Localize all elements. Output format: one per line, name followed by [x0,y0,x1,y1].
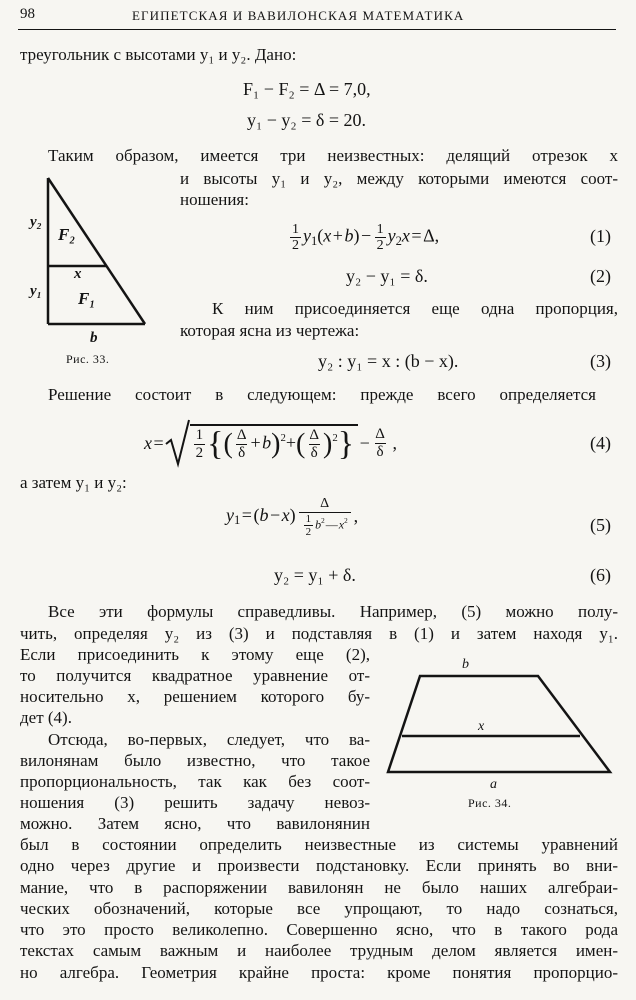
header-rule [18,29,616,30]
text-line: пропорциональность, так как без соот- [20,772,370,791]
equation-6: y₂ = y₁ + δ. [274,565,356,585]
text-line: вилонянам было известно, что такое [20,751,370,770]
figure-33-label-F1: F₁ [78,289,96,308]
figure-33-label-y2: y₂ [30,214,42,230]
figure-33-hypotenuse [48,178,145,324]
equation-number: (4) [590,433,611,453]
figure-34-label-b: b [462,657,469,672]
text-line: треугольник с высотами y₁ и y₂. Дано: [20,45,297,64]
figure-33-label-b: b [90,330,98,346]
page-number: 98 [20,6,35,22]
given-equation-1: F₁ − F₂ = Δ = 7,0, [243,79,371,99]
text-line: текстах самым важным и наиболее трудным делом является имен- [20,941,618,960]
text-line: Все эти формулы справедливы. Например, (5) можно полу- [48,602,618,621]
equation-number: (3) [590,351,611,371]
text-line: что это просто великолепно. Совершенно ясно, что в такого рода [20,920,618,939]
figure-34-label-x: x [478,719,485,734]
text-line: одно через другие и произвести подстановку. Если принять во вни- [20,856,618,875]
equation-number: (2) [590,266,611,286]
equation-2: y₂ − y₁ = δ. [346,266,428,286]
figure-34-label-a: a [490,777,497,792]
text-line: Таким образом, имеется три неизвестных: делящий отрезок x [48,146,618,165]
text-line: чить, определяя y₂ из (3) и подставляя в (1) и затем находя y₁. [20,624,618,643]
text-line: ческих обозначений, которые все упрощают, то надо сознаться, [20,899,618,918]
text-line: то получится квадратное уравнение от- [20,666,370,685]
figure-34-diagram [386,650,618,810]
running-title: ЕГИПЕТСКАЯ И ВАВИЛОНСКАЯ МАТЕМАТИКА [132,8,465,23]
equation-number: (1) [590,226,611,246]
text-line: и высоты y₁ и y₂, между которыми имеются соот- [180,169,618,188]
text-line: можно. Затем ясно, что вавилонянин [20,814,370,833]
figure-33-caption: Рис. 33. [66,352,110,366]
text-line: но алгебра. Геометрия крайне проста: кроме понятия пропорцио- [20,963,618,982]
text-line: которая ясна из чертежа: [180,321,360,340]
figure-33-diagram [20,172,160,346]
text-line: Отсюда, во-первых, следует, что ва- [48,730,370,749]
text-line: Решение состоит в следующем: прежде всего определяется [48,385,596,404]
equation-5: $y_1$ = (b − x) Δ $\frac{1}{2}$ $b^2$ — $x^2$ , [226,496,359,538]
text-line: ношения (3) решить задачу невоз- [20,793,370,812]
text-line: К ним присоединяется еще одна пропорция, [212,299,618,318]
text-line: носительно x, решением которого бу- [20,687,370,706]
sqrt-sign [164,418,190,468]
figure-33-label-F2: F₂ [58,225,76,244]
equation-1: $\frac{1}{2}$ $y_1(x$ + b) − $\frac{1}{2}$ $y_2x$ = Δ, [292,222,440,253]
figure-33-label-y1: y₁ [30,283,42,299]
text-line: дет (4). [20,708,72,727]
figure-34-trapezoid [388,676,610,772]
figure-34-caption: Рис. 34. [468,796,512,810]
equation-number: (5) [590,515,611,535]
text-line: ношения: [180,190,249,209]
text-line: а затем y₁ и y₂: [20,473,127,492]
text-line: мание, что в распоряжении вавилонян не было наших алгебраи- [20,878,618,897]
equation-4: x = $\frac{1}{2}$ {( $\frac{\Delta}{\delta}$ + b)$^2$+( $\frac{\Delta}{\delta}$ )$^2$} − $\frac{\Delta}{\delta}$ , [144,418,397,468]
text-line: был в состоянии определить неизвестные из системы уравнений [20,835,618,854]
equation-number: (6) [590,565,611,585]
equation-3: y₂ : y₁ = x : (b − x). [318,351,459,371]
given-equation-2: y₁ − y₂ = δ = 20. [247,110,366,130]
text-line: Если присоединить к этому еще (2), [20,645,370,664]
figure-33-label-x: x [74,266,82,282]
